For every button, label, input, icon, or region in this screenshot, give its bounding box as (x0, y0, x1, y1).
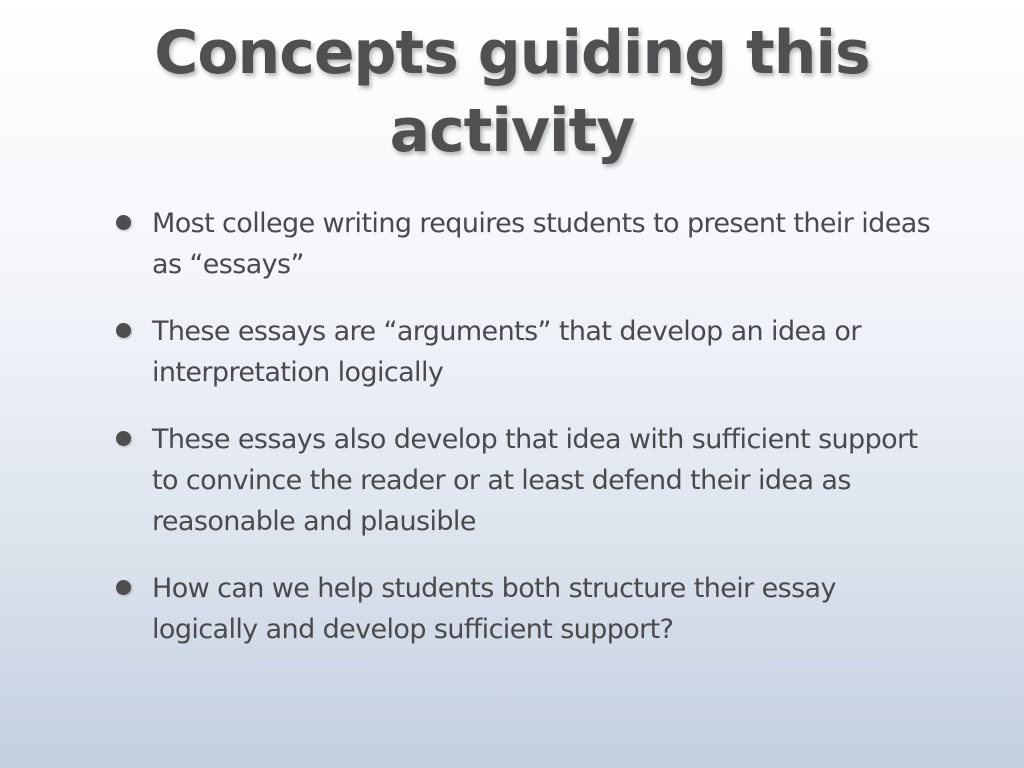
bullet-dot-icon (116, 215, 131, 230)
bullet-dot-icon (116, 580, 131, 595)
bullet-text: How can we help students both structure their essay logically and develop sufficient support? (152, 573, 836, 645)
bullet-list (112, 203, 932, 676)
bullet-item (112, 311, 932, 393)
bullet-item (112, 568, 932, 650)
slide-title: Concepts guiding this activity (154, 18, 870, 166)
bullet-item (112, 203, 932, 285)
bullet-text: These essays are “arguments” that develop an idea or interpretation logically (152, 316, 861, 388)
bullet-item (112, 419, 932, 542)
bullet-dot-icon (116, 431, 131, 446)
bullet-text: These essays also develop that idea with sufficient support to convince the reader or at least defend their idea as reasonable and plausible (152, 424, 918, 537)
bullet-dot-icon (116, 323, 131, 338)
bullet-text: Most college writing requires students to present their ideas as “essays” (152, 208, 931, 280)
